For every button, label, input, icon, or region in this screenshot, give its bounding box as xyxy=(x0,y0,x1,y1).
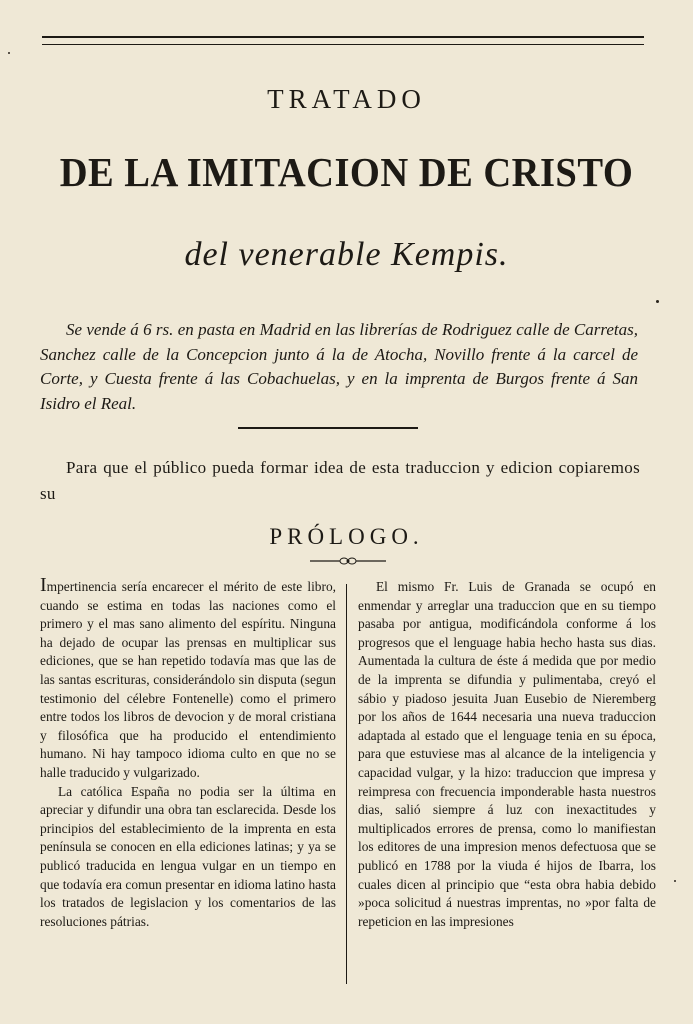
column-divider xyxy=(346,584,347,984)
prologue-paragraph-1 xyxy=(40,574,336,783)
section-title: PRÓLOGO. xyxy=(269,524,424,549)
drop-cap: I xyxy=(40,574,47,596)
prologue-paragraph-1-text: mpertinencia sería encarecer el mérito de este libro, cuando se estima en todas las naciones como el primero y el mas sano alimento del espíritu. Ninguna ha dejado de ocupar las prensas en multiplicar sus ediciones, que se han repetido todavía mas que las de las santas escrituras, considerándolo sin disputa (segun testimonio del célebre Fontenelle) como el primero entre todos los libros de devocion y de moral cristiana y filosófica que ha producido el entendimiento humano. Ni hay tampoco idioma culto en que no se halle traducido y vulgarizado. xyxy=(40,579,336,780)
book-title: DE LA IMITACION DE CRISTO xyxy=(59,149,634,195)
prologue-paragraph-2: La católica España no podia ser la última en apreciar y difundir una obra tan esclarecida. Desde los principios del establecimiento de la imprenta en esta península se conocen en ella ediciones latinas; y ya se publicó traducida en lengua vulgar en un tiempo en que todavía era comun presentar en idioma latino hasta los tratados de legislacion y los comentarios de las resoluciones pátrias. xyxy=(40,783,336,929)
title-label: TRATADO xyxy=(267,84,426,114)
prologue-paragraph-3: El mismo Fr. Luis de Granada se ocupó en enmendar y arreglar una traduccion que en su tiempo pasaba por antigua, modificándola conforme á los progresos que el lenguage habia hecho hasta sus dias. Aumentada la cultura de éste á medida que por medio de la imprenta se difundia y pulimentaba, creyó el sábio y piadoso jesuita Juan Eusebio de Nieremberg por los años de 1644 necesaria una nueva traduccion adaptada al estado que el lenguage tenia en su época, para que estuviese mas al alcance de la inteligencia y capacidad vulgar, y la hizo: traduccion que impresa y reimpresa con frecuencia imponderable hasta nuestros dias, salió siempre á luz con inexactitudes y multiplicados errores de prensa, como lo manifiestan los editores de una impresion menos defectuosa que se publicó en 1788 por la viuda é hijos de Ibarra, los cuales dicen al principio que “esta obra habia debido »poca solicitud á nuestras imprentas, no »por falta de repeticion en las impresiones xyxy=(358,579,656,929)
section-divider xyxy=(238,427,418,429)
prologue-left-column xyxy=(40,574,336,931)
book-subtitle: del venerable Kempis. xyxy=(184,236,509,273)
prologue-right-column xyxy=(358,578,656,931)
paper-speck xyxy=(8,52,10,54)
intro-paragraph: Para que el público pueda formar idea de esta traduccion y edicion copiaremos su xyxy=(40,458,640,503)
paper-speck xyxy=(656,300,659,303)
sale-notice: Se vende á 6 rs. en pasta en Madrid en las librerías de Rodriguez calle de Carretas, Sanchez calle de la Concepcion junto á la de Atocha, Novillo frente á la carcel de Corte, y Cuesta frente á las Cobachuelas, y en la imprenta de Burgos frente á San Isidro el Real. xyxy=(40,320,638,413)
top-double-rule xyxy=(42,36,644,45)
ornament-icon xyxy=(310,556,386,566)
paper-speck xyxy=(674,880,676,882)
